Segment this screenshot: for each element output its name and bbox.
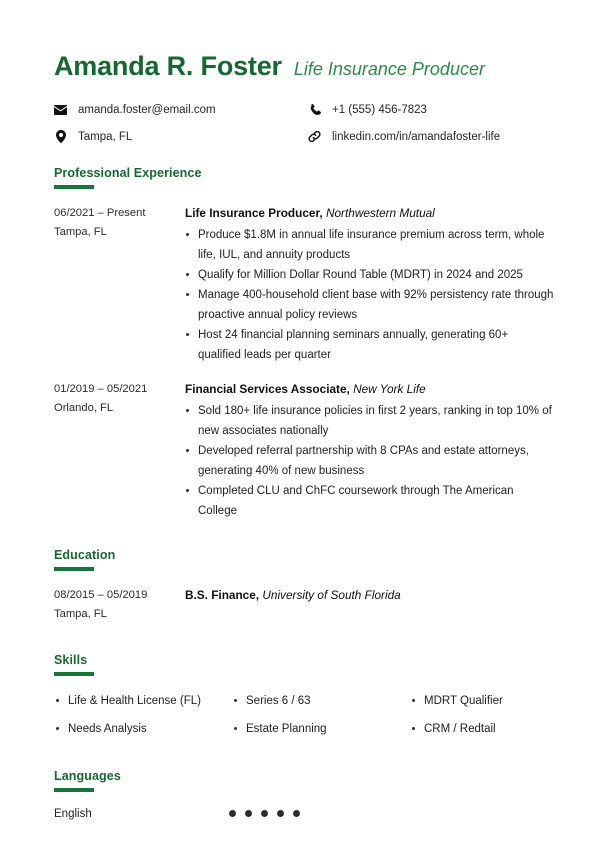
education-title: Education bbox=[54, 547, 116, 562]
education-entry-body bbox=[185, 586, 554, 625]
candidate-name: Amanda R. Foster bbox=[54, 51, 282, 81]
languages-title: Languages bbox=[54, 768, 121, 783]
section-skills bbox=[0, 653, 608, 739]
skills-heading bbox=[54, 653, 554, 676]
experience-entry-job-title: Life Insurance Producer, bbox=[185, 205, 323, 220]
education-heading bbox=[54, 548, 554, 571]
contact-email-label: amanda.foster@email.com bbox=[78, 103, 216, 116]
education-entry-location: Tampa, FL bbox=[54, 608, 107, 621]
link-icon bbox=[308, 130, 321, 144]
contact-linkedin[interactable] bbox=[308, 130, 554, 144]
languages-rule bbox=[54, 788, 94, 792]
contact-linkedin-label: linkedin.com/in/amandafoster-life bbox=[332, 130, 501, 143]
experience-entry-dates: 06/2021 – Present bbox=[54, 206, 146, 219]
experience-entry bbox=[54, 204, 554, 365]
skills-rule bbox=[54, 672, 94, 676]
proficiency-dot bbox=[261, 810, 268, 817]
skill-item: Estate Planning bbox=[232, 719, 410, 739]
skills-title: Skills bbox=[54, 652, 88, 667]
experience-entry-location: Tampa, FL bbox=[54, 226, 107, 239]
section-education bbox=[0, 548, 608, 625]
education-rule bbox=[54, 567, 94, 571]
education-entry bbox=[54, 586, 554, 625]
language-row bbox=[54, 808, 554, 820]
skill-item: MDRT Qualifier bbox=[410, 691, 554, 711]
language-name: English bbox=[54, 807, 92, 820]
experience-entry-job-title: Financial Services Associate, bbox=[185, 381, 350, 396]
envelope-icon bbox=[54, 103, 67, 117]
experience-entry-dates: 01/2019 – 05/2021 bbox=[54, 382, 148, 395]
experience-entry-bullets bbox=[185, 401, 554, 521]
proficiency-dot bbox=[277, 810, 284, 817]
experience-entry-body bbox=[185, 380, 554, 521]
languages-heading bbox=[54, 769, 554, 792]
bullet-item: Host 24 financial planning seminars annually, generating 60+ qualified leads per quarter bbox=[185, 325, 554, 365]
experience-entry-role bbox=[185, 204, 554, 223]
proficiency-dot bbox=[293, 810, 300, 817]
experience-heading bbox=[54, 166, 554, 189]
bullet-item: Completed CLU and ChFC coursework through The American College bbox=[185, 481, 554, 521]
skill-item: Life & Health License (FL) bbox=[54, 691, 232, 711]
education-entry-degree: B.S. Finance, bbox=[185, 587, 260, 602]
bullet-item: Produce $1.8M in annual life insurance premium across term, whole life, IUL, and annuity products bbox=[185, 225, 554, 265]
bullet-item: Sold 180+ life insurance policies in first 2 years, ranking in top 10% of new associates nationally bbox=[185, 401, 554, 441]
experience-entry-meta bbox=[54, 380, 185, 521]
bullet-item: Qualify for Million Dollar Round Table (MDRT) in 2024 and 2025 bbox=[185, 265, 554, 285]
candidate-headline: Life Insurance Producer bbox=[293, 59, 485, 79]
experience-title: Professional Experience bbox=[54, 165, 202, 180]
experience-entry-org: Northwestern Mutual bbox=[325, 205, 435, 220]
skill-item: Series 6 / 63 bbox=[232, 691, 410, 711]
phone-icon bbox=[308, 103, 321, 117]
experience-entry bbox=[54, 380, 554, 521]
resume-header bbox=[0, 0, 608, 144]
education-entry-school: University of South Florida bbox=[262, 587, 401, 602]
contact-location[interactable] bbox=[54, 130, 308, 144]
contact-phone[interactable] bbox=[308, 103, 554, 117]
map-pin-icon bbox=[54, 130, 67, 144]
education-entry-dates: 08/2015 – 05/2019 bbox=[54, 588, 148, 601]
proficiency-dot bbox=[245, 810, 252, 817]
section-languages bbox=[0, 769, 608, 820]
bullet-item: Developed referral partnership with 8 CPAs and estate attorneys, generating 40% of new business bbox=[185, 441, 554, 481]
education-entry-meta bbox=[54, 586, 185, 625]
skill-item: CRM / Redtail bbox=[410, 719, 554, 739]
contact-phone-label: +1 (555) 456-7823 bbox=[332, 103, 427, 116]
contact-list bbox=[54, 103, 554, 144]
proficiency-dot bbox=[229, 810, 236, 817]
language-proficiency-dots bbox=[229, 810, 300, 817]
experience-entry-body bbox=[185, 204, 554, 365]
experience-entry-location: Orlando, FL bbox=[54, 402, 114, 415]
experience-entry-org: New York Life bbox=[353, 381, 426, 396]
experience-entry-role bbox=[185, 380, 554, 399]
experience-entry-bullets bbox=[185, 225, 554, 365]
bullet-item: Manage 400-household client base with 92% persistency rate through proactive annual policy reviews bbox=[185, 285, 554, 325]
experience-entry-meta bbox=[54, 204, 185, 365]
contact-email[interactable] bbox=[54, 103, 308, 117]
name-row bbox=[54, 52, 554, 82]
skills-grid bbox=[54, 691, 554, 739]
experience-rule bbox=[54, 185, 94, 189]
contact-location-label: Tampa, FL bbox=[78, 130, 133, 143]
section-experience bbox=[0, 166, 608, 521]
skill-item: Needs Analysis bbox=[54, 719, 232, 739]
education-entry-degree-line bbox=[185, 586, 554, 605]
